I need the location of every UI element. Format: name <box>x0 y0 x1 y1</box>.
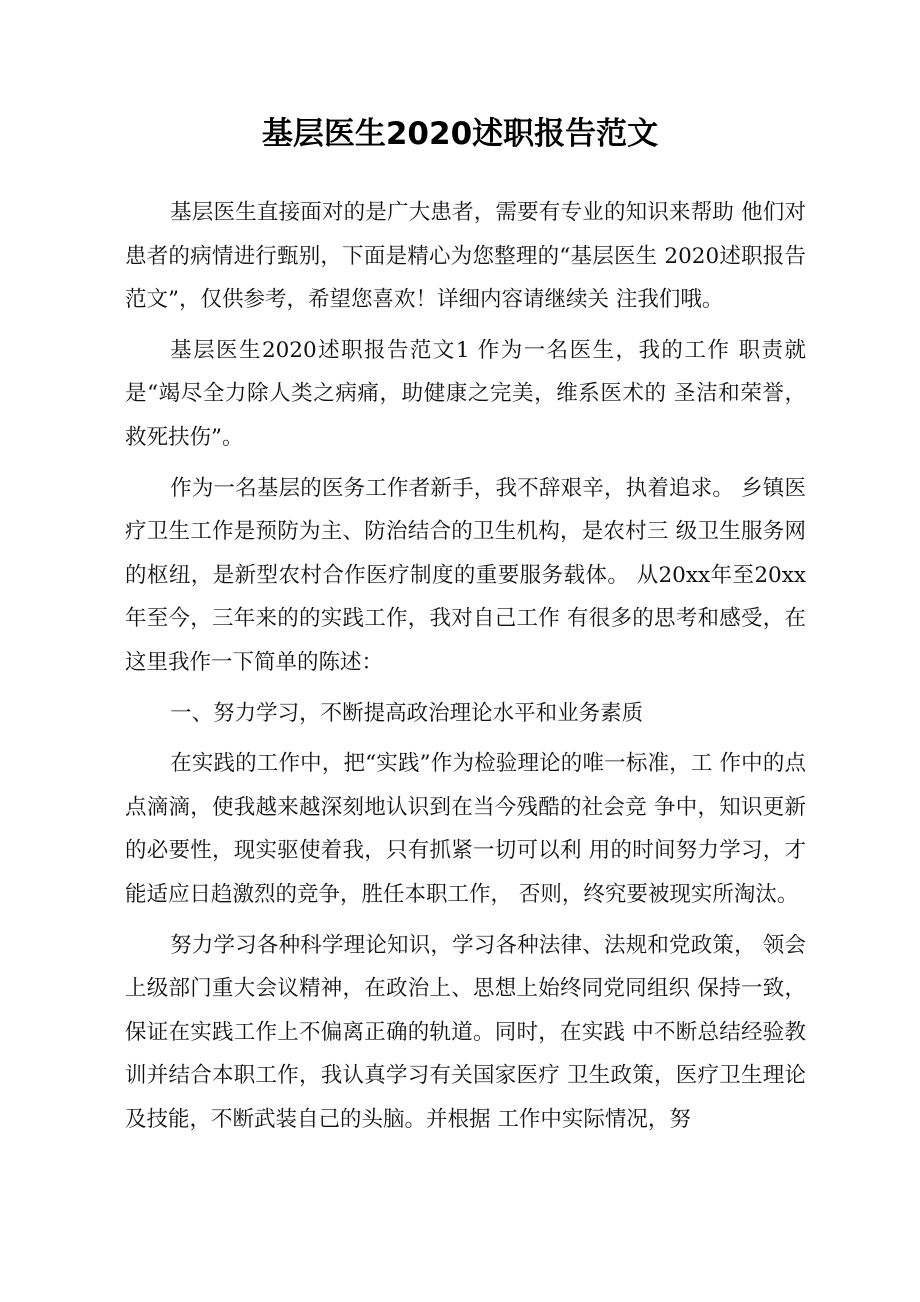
paragraph-intro: 基层医生直接面对的是广大患者，需要有专业的知识来帮助 他们对患者的病情进行甄别，下面是精心为您整理的“基层医生 2020述职报告范文”，仅供参考，希望您喜欢！详细内容请继续关 注我们哦。 <box>125 200 806 313</box>
paragraph-study: 努力学习各种科学理论知识，学习各种法律、法规和党政策， 领会上级部门重大会议精神，在政治上、思想上始终同党同组织 保持一致，保证在实践工作上不偏离正确的轨道。同时，在实践 中不断总结经验教训并结合本职工作，我认真学习有关国家医疗 卫生政策，医疗卫生理论及技能，不断武装自己的头脑。并根据 工作中实际情况，努 <box>125 932 806 1132</box>
section-heading-1: 一、努力学习，不断提高政治理论水平和业务素质 <box>170 700 644 726</box>
document-title: 基层医生2020述职报告范文 <box>261 116 659 152</box>
paragraph-practice: 在实践的工作中，把“实践”作为检验理论的唯一标准，工 作中的点点滴滴，使我越来越深刻地认识到在当今残酷的社会竞 争中，知识更新的必要性，现实驱使着我，只有抓紧一切可以利 用的时间努力学习，才能适应日趋激烈的竞争，胜任本职工作， 否则，终究要被现实所淘汰。 <box>125 751 806 907</box>
paragraph-report-1: 基层医生2020述职报告范文1 作为一名医生，我的工作 职责就是“竭尽全力除人类之病痛，助健康之完美，维系医术的 圣洁和荣誉，救死扶伤”。 <box>125 337 806 450</box>
document-body <box>125 191 806 1148</box>
paragraph-work-summary: 作为一名基层的医务工作者新手，我不辞艰辛，执着追求。 乡镇医疗卫生工作是预防为主、防治结合的卫生机构，是农村三 级卫生服务网的枢纽，是新型农村合作医疗制度的重要服务载体。 从20xx年至20xx年至今，三年来的的实践工作，我对自己工作 有很多的思考和感受，在这里我作一下简单的陈述： <box>125 475 806 675</box>
